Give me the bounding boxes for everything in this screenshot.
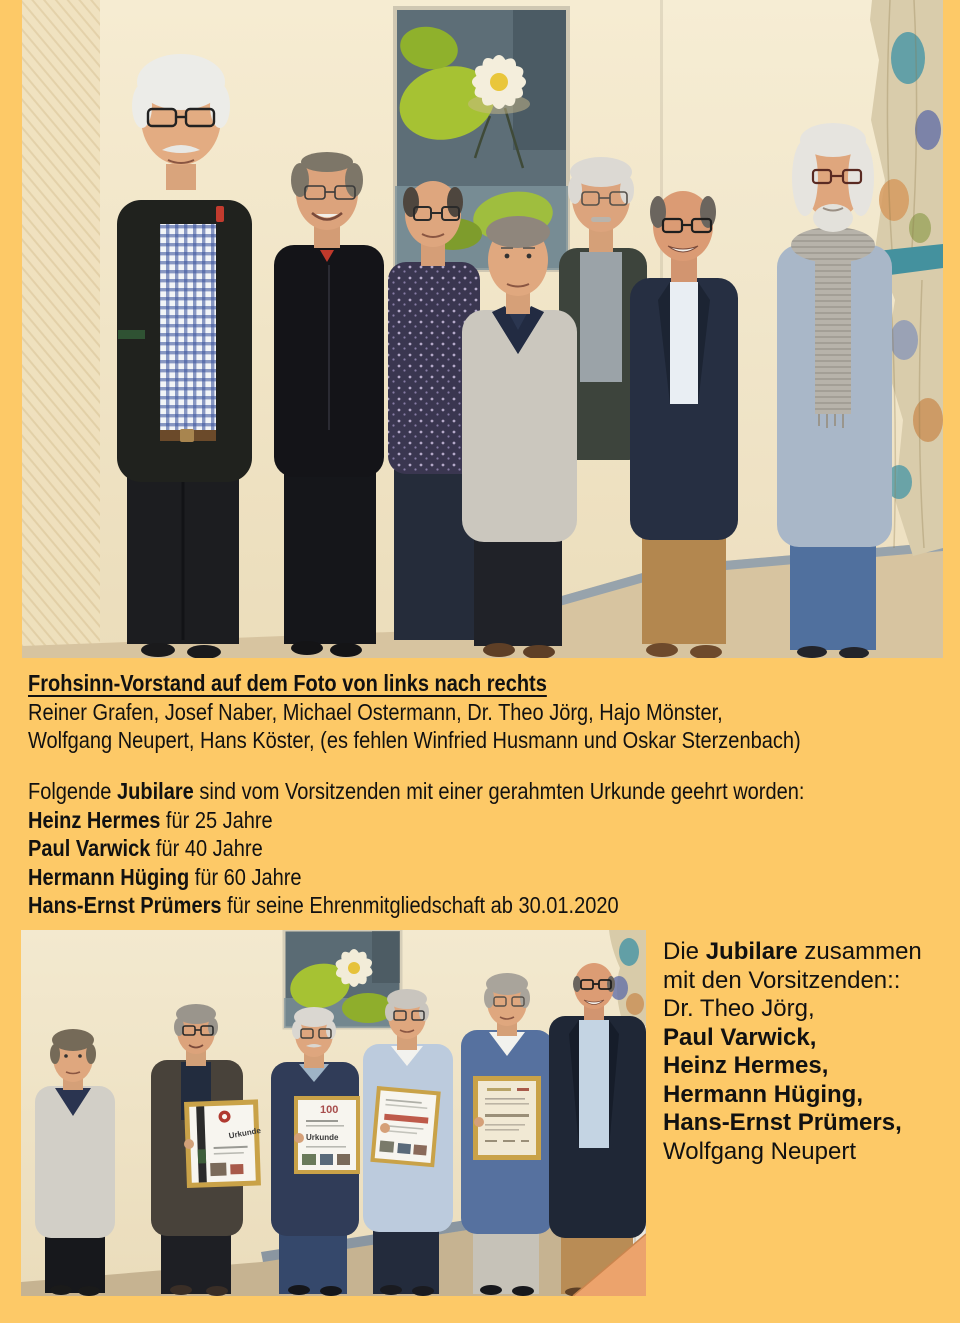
jubilare-intro-post: sind vom Vorsitzenden mit einer gerahmten Urkunde geehrt worden: — [193, 778, 805, 804]
caption-top-heading: Frohsinn-Vorstand auf dem Foto von links nach rechts — [28, 670, 547, 696]
side-caption-lastline: Wolfgang Neupert — [663, 1137, 857, 1165]
side-caption-name: Hermann Hüging, — [663, 1080, 864, 1108]
side-line1-bold: Jubilare — [705, 938, 798, 965]
jubilare-detail: für seine Ehrenmitgliedschaft ab 30.01.2020 — [221, 892, 619, 918]
certificate-2 — [294, 1096, 360, 1174]
jubilare-detail: für 25 Jahre — [160, 806, 273, 833]
caption-top — [28, 669, 801, 755]
side-caption-name: Hans-Ernst Prümers, — [663, 1109, 902, 1136]
jubilare-item — [28, 834, 804, 863]
certificate-2-title: Urkunde — [306, 1133, 339, 1142]
jubilare-detail: für 40 Jahre — [150, 835, 263, 861]
jubilare-detail: für 60 Jahre — [189, 863, 302, 890]
certificate-2-logo: 100 — [320, 1104, 339, 1116]
certificate-4 — [473, 1076, 541, 1160]
side-caption-line2: mit den Vorsitzenden:: — [663, 966, 901, 994]
jubilare-item — [28, 806, 804, 835]
side-caption-name: Paul Varwick, — [663, 1023, 817, 1051]
side-caption — [663, 938, 960, 1166]
jubilare-intro-pre: Folgende — [28, 778, 118, 804]
jubilare-item — [28, 863, 804, 892]
jubilare-group-photo-illustration — [21, 930, 646, 1296]
board-group-photo-illustration — [22, 0, 943, 658]
wall-texture — [22, 0, 100, 658]
side-line1-post: zusammen — [797, 938, 922, 965]
jubilare-group-photo — [21, 930, 646, 1296]
jubilare-name: Hermann Hüging — [28, 863, 190, 890]
side-caption-line3: Dr. Theo Jörg, — [663, 995, 815, 1022]
jubilare-caption — [28, 777, 804, 920]
jubilare-intro — [28, 777, 804, 806]
caption-top-line2: Wolfgang Neupert, Hans Köster, (es fehlen Winfried Husmann und Oskar Sterzenbach) — [28, 727, 801, 753]
caption-top-line1: Reiner Grafen, Josef Naber, Michael Ostermann, Dr. Theo Jörg, Hajo Mönster, — [28, 698, 723, 725]
certificate-1-title: Urkunde — [228, 1125, 262, 1141]
jubilare-intro-bold: Jubilare — [117, 778, 194, 804]
jubilare-item — [28, 891, 804, 920]
certificate-1 — [184, 1099, 264, 1188]
side-caption-name: Heinz Hermes, — [663, 1052, 829, 1079]
jubilare-name: Hans-Ernst Prümers — [28, 892, 222, 918]
jubilare-name: Paul Varwick — [28, 835, 151, 861]
jubilare-name: Heinz Hermes — [28, 806, 161, 833]
side-caption-line1 — [663, 938, 960, 967]
board-group-photo — [22, 0, 943, 658]
side-line1-pre: Die — [663, 938, 706, 965]
